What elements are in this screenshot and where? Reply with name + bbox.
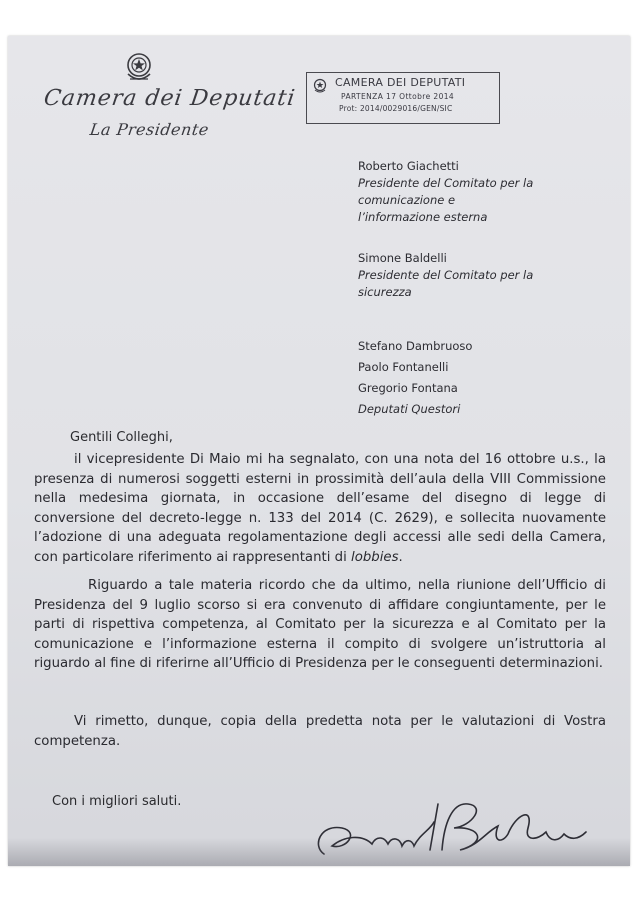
paragraph-1-emphasis: lobbies <box>351 549 399 565</box>
recipient-role-line: comunicazione e <box>358 193 456 207</box>
recipient-role-line: sicurezza <box>358 285 412 299</box>
paragraph-1-text: il vicepresidente Di Maio mi ha segnalato, con una nota del 16 ottobre u.s., la presenza di numerosi soggetti esterni in prossimità dell’aula della VIII Commissione nella medesima giornata, in occasione dell’esame del disegno di legge di conversione del decreto-legge n. 133 del 2014 (C. 2629), e sollecita nuovamente l’adozione di una adeguata regolamentazione degli accessi alle sedi della Camera, con particolare riferimento ai rappresentanti di <box>34 452 606 565</box>
office-title: La Presidente <box>88 120 211 139</box>
institution-name: Camera dei Deputati <box>42 86 298 111</box>
paragraph-1 <box>34 450 606 568</box>
paragraph-3-text: Vi rimetto, dunque, copia della predetta nota per le valutazioni di Vostra competenza. <box>34 714 606 749</box>
recipient-name: Roberto Giachetti <box>358 159 459 173</box>
recipient-name: Paolo Fontanelli <box>358 360 449 374</box>
letter-page <box>8 36 630 866</box>
paragraph-1-end: . <box>398 549 403 565</box>
stamp-emblem-icon <box>313 78 327 94</box>
recipient-block-3 <box>358 336 472 420</box>
recipient-role-line: Presidente del Comitato per la <box>358 268 534 282</box>
recipient-block-1 <box>358 158 533 226</box>
recipient-role-line: Presidente del Comitato per la <box>358 176 534 190</box>
recipient-block-2 <box>358 250 533 301</box>
closing: Con i migliori saluti. <box>52 794 182 809</box>
paragraph-2-text: Riguardo a tale materia ricordo che da ultimo, nella riunione dell’Ufficio di Presidenza del 9 luglio scorso si era convenuto di affidare congiuntamente, per le parti di rispettiva competenza, al Comitato per la sicurezza e al Comitato per la comunicazione e l’informazione esterna il compito di svolgere un’istruttoria al riguardo al fine di riferirne all’Ufficio di Presidenza per le conseguenti determinazioni. <box>34 578 606 672</box>
italian-republic-emblem-icon <box>124 50 154 84</box>
salutation: Gentili Colleghi, <box>70 430 173 445</box>
paragraph-2 <box>34 576 606 674</box>
stamp-protocol-number: Prot: 2014/0029016/GEN/SIC <box>339 104 453 113</box>
protocol-stamp <box>306 72 500 124</box>
recipient-role-line: Deputati Questori <box>358 402 461 416</box>
handwritten-signature <box>302 784 602 864</box>
recipient-name: Stefano Dambruoso <box>358 339 473 353</box>
paragraph-3 <box>34 712 606 751</box>
recipient-role-line: l’informazione esterna <box>358 210 488 224</box>
recipient-name: Gregorio Fontana <box>358 381 458 395</box>
stamp-departure-date: PARTENZA 17 Ottobre 2014 <box>341 92 455 101</box>
recipient-name: Simone Baldelli <box>358 251 447 265</box>
stamp-title: CAMERA DEI DEPUTATI <box>335 76 466 89</box>
